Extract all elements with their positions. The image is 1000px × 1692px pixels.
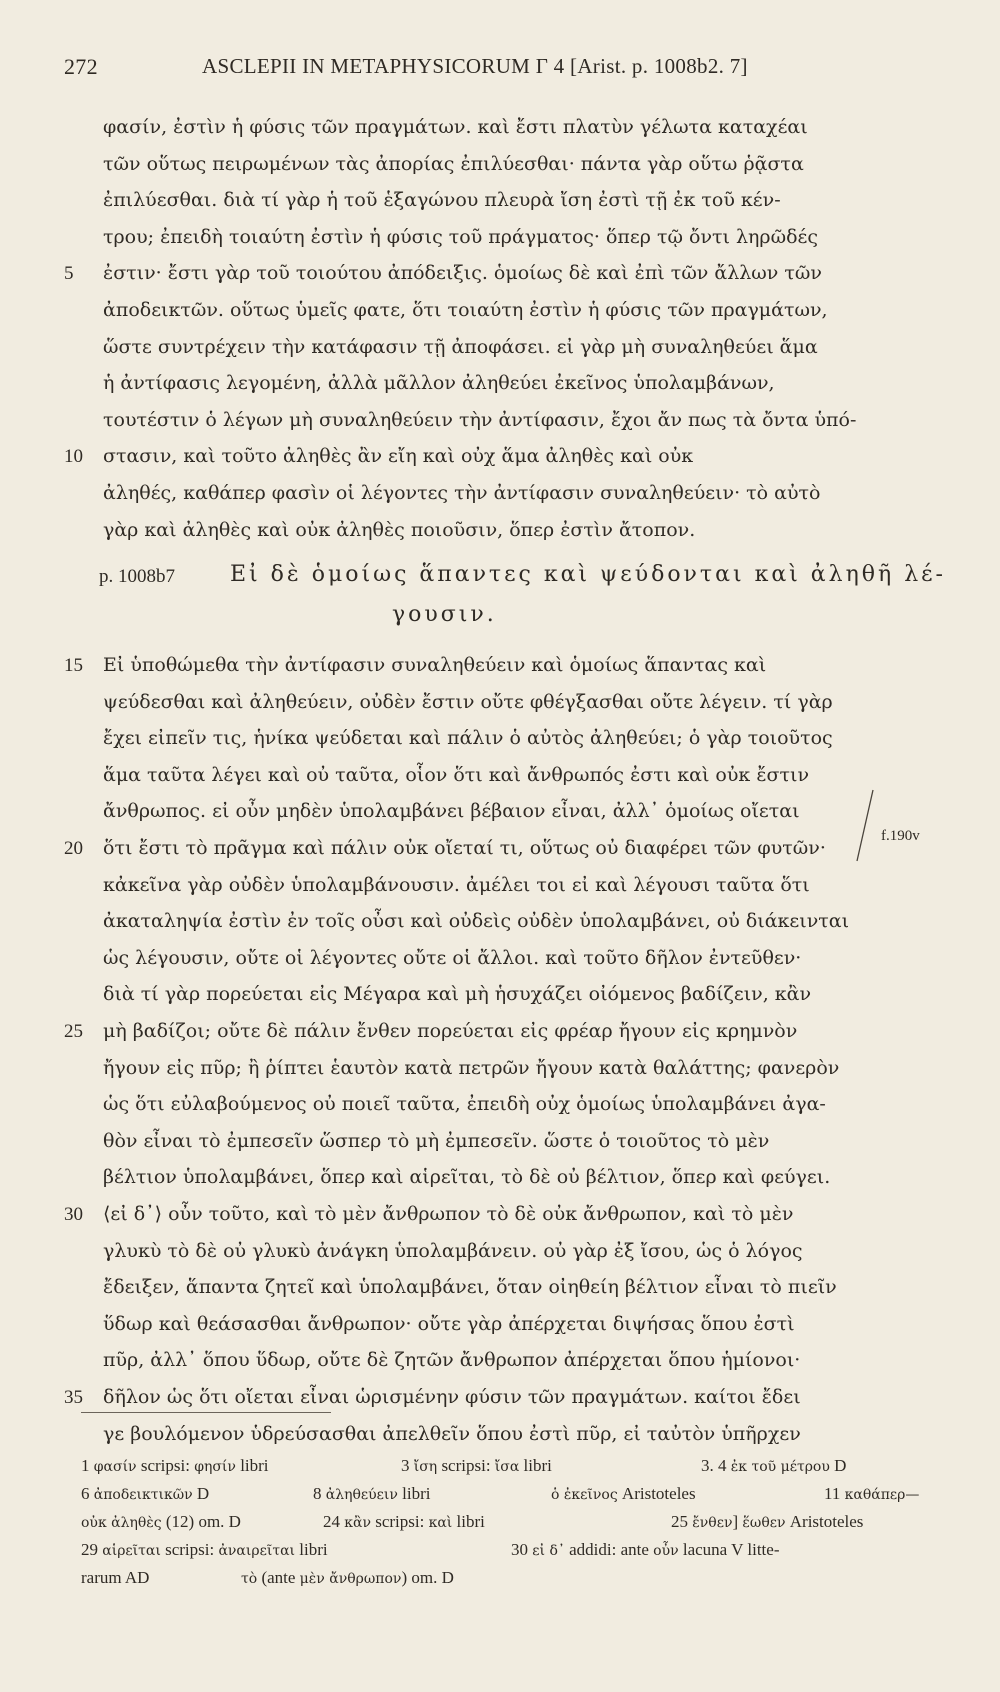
footnote-entry	[81, 1485, 209, 1502]
footnote-latin-text: 3	[401, 1456, 414, 1475]
text-line: ὕδωρ καὶ θεάσασθαι ἄνθρωπον· οὔτε γὰρ ἀπέρχεται διψήσας ὅπου ἐστὶ	[103, 1312, 795, 1335]
text-line: ἀκαταληψία ἐστὶν ἐν τοῖς οὖσι καὶ οὐδεὶς οὐδὲν ὑπολαμβάνει, οὐ διάκεινται	[103, 910, 850, 933]
footnote-latin-text: 24	[323, 1512, 345, 1531]
footnote-greek-text: τὸ	[241, 1571, 258, 1587]
footnote-entry	[701, 1457, 846, 1474]
lemma-reference: p. 1008b7	[99, 566, 175, 587]
line-number: 15	[64, 655, 83, 676]
text-line: ἄνθρωπος. εἰ οὖν μηδὲν ὑπολαμβάνει βέβαιον εἶναι, ἀλλ᾽ ὁμοίως οἴεται	[103, 800, 800, 823]
text-line: στασιν, καὶ τοῦτο ἀληθὲς ἂν εἴη καὶ οὐχ ἅμα ἀληθὲς καὶ οὐκ	[103, 445, 694, 468]
footnote-entry	[401, 1457, 552, 1474]
footnote-greek-text: καὶ	[428, 1515, 453, 1531]
text-line: ὡς λέγουσιν, οὔτε οἱ λέγοντες οὔτε οἱ ἄλλοι. καὶ τοῦτο δῆλον ἐντεῦθεν·	[103, 946, 802, 969]
text-line: πῦρ, ἀλλ᾽ ὅπου ὕδωρ, οὔτε δὲ ζητῶν ἄνθρωπον ἀπέρχεται ὅπου ἡμίονοι·	[103, 1349, 801, 1372]
text-line: βέλτιον ὑπολαμβάνει, ὅπερ καὶ αἱρεῖται, τὸ δὲ οὐ βέλτιον, ὅπερ καὶ φεύγει.	[103, 1166, 831, 1189]
footnote-latin-text: scripsi:	[370, 1512, 429, 1531]
footnote-greek-text: ἀληθεύειν	[325, 1487, 398, 1503]
footnote-latin-text: 11	[824, 1484, 845, 1503]
footnote-entry	[323, 1513, 485, 1530]
text-line: ἔχει εἰπεῖν τις, ἡνίκα ψεύδεται καὶ πάλιν ὁ αὐτὸς ἀληθεύει; ὁ γὰρ τοιοῦτος	[103, 727, 833, 750]
line-number: 30	[64, 1204, 83, 1225]
text-line: ὥστε συντρέχειν τὴν κατάφασιν τῇ ἀποφάσει. εἰ γὰρ μὴ συναληθεύει ἅμα	[103, 335, 818, 358]
footnote-greek-text: φασίν	[93, 1459, 137, 1475]
text-line: ἐπιλύεσθαι. διὰ τί γὰρ ἡ τοῦ ἑξαγώνου πλευρὰ ἴση ἐστὶ τῇ ἐκ τοῦ κέν-	[103, 189, 781, 212]
text-line: τουτέστιν ὁ λέγων μὴ συναληθεύειν τὴν ἀντίφασιν, ἔχοι ἄν πως τὰ ὄντα ὑπό-	[103, 408, 857, 431]
text-line: ὡς ὅτι εὐλαβούμενος οὐ ποιεῖ ταῦτα, ἐπειδὴ οὐχ ὁμοίως ὑπολαμβάνει ἀγα-	[103, 1093, 826, 1116]
line-number: 10	[64, 446, 83, 468]
footnote-greek-text: ἕωθεν	[742, 1515, 786, 1531]
text-line: διὰ τί γὰρ πορεύεται εἰς Μέγαρα καὶ μὴ ἡσυχάζει οἰόμενος βαδίζειν, κἂν	[103, 983, 812, 1006]
footnote-greek-text: ἔνθεν	[692, 1515, 733, 1531]
text-line: δῆλον ὡς ὅτι οἴεται εἶναι ὡρισμένην φύσιν τῶν πραγμάτων. καίτοι ἔδει	[103, 1386, 801, 1408]
line-number: 5	[64, 263, 74, 285]
footnote-greek-text: αἱρεῖται	[102, 1543, 161, 1559]
footnote-greek-text: ἀποδεικτικῶν	[93, 1487, 193, 1503]
footnote-latin-text: Aristoteles	[617, 1484, 696, 1503]
line-number: 35	[64, 1387, 83, 1408]
text-line: τῶν οὕτως πειρωμένων τὰς ἀπορίας ἐπιλύεσθαι· πάντα γὰρ οὕτω ῥᾷστα	[103, 152, 804, 175]
text-line: ἅμα ταῦτα λέγει καὶ οὐ ταῦτα, οἷον ὅτι καὶ ἄνθρωπός ἐστι καὶ οὐκ ἔστιν	[103, 763, 810, 786]
footnote-entry	[241, 1569, 454, 1586]
text-line: φασίν, ἐστὶν ἡ φύσις τῶν πραγμάτων. καὶ ἔστι πλατὺν γέλωτα καταχέαι	[103, 116, 808, 138]
footnote-entry	[511, 1541, 779, 1558]
lemma-line-2: γουσιν.	[392, 602, 497, 627]
footnote-latin-text: D	[192, 1484, 210, 1503]
text-line: Εἰ ὑποθώμεθα τὴν ἀντίφασιν συναληθεύειν καὶ ὁμοίως ἅπαντας καὶ	[103, 654, 767, 676]
footnote-latin-text: 1	[81, 1456, 94, 1475]
footnote-latin-text: 3. 4	[701, 1456, 731, 1475]
footnote-latin-text: scripsi:	[160, 1540, 219, 1559]
footnote-latin-text: scripsi:	[136, 1456, 195, 1475]
text-line: ἤγουν εἰς πῦρ; ἢ ῥίπτει ἑαυτὸν κατὰ πετρῶν ἤγουν κατὰ θαλάττης; φανερὸν	[103, 1056, 840, 1079]
text-line: γλυκὺ τὸ δὲ οὐ γλυκὺ ἀνάγκη ὑπολαμβάνειν. οὐ γὰρ ἐξ ἴσου, ὡς ὁ λόγος	[103, 1239, 803, 1262]
footnote-latin-text: libri	[397, 1484, 431, 1503]
footnote-latin-text: scripsi:	[437, 1456, 495, 1475]
text-line: κἀκεῖνα γὰρ οὐδὲν ὑπολαμβάνουσιν. ἀμέλει τοι εἰ καὶ λέγουσι ταῦτα ὅτι	[103, 873, 810, 896]
text-line: μὴ βαδίζοι; οὔτε δὲ πάλιν ἔνθεν πορεύεται εἰς φρέαρ ἤγουν εἰς κρημνὸν	[103, 1020, 798, 1042]
footnote-entry	[81, 1457, 269, 1474]
footnote-latin-text: (12) om. D	[161, 1512, 241, 1531]
footnote-latin-text: addidi: ante	[564, 1540, 654, 1559]
page-number: 272	[64, 54, 98, 79]
footnote-greek-text: μὲν ἄνθρωπον	[299, 1571, 402, 1587]
footnote-latin-text: libri	[235, 1456, 269, 1475]
footnote-greek-text: ὁ ἐκεῖνος	[551, 1487, 618, 1503]
footnote-entry	[313, 1485, 431, 1502]
footnote-entry	[81, 1541, 328, 1558]
text-line: ὅτι ἔστι τὸ πρᾶγμα καὶ πάλιν οὐκ οἴεταί τι, οὕτως οὐ διαφέρει τῶν φυτῶν·	[103, 837, 826, 859]
text-line: γὰρ καὶ ἀληθὲς καὶ οὐκ ἀληθὲς ποιοῦσιν, ὅπερ ἐστὶν ἄτοπον.	[103, 518, 696, 541]
footnote-latin-text: rarum AD	[81, 1568, 150, 1587]
text-line: ψεύδεσθαι καὶ ἀληθεύειν, οὐδὲν ἔστιν οὔτε φθέγξασθαι οὔτε λέγειν. τί γὰρ	[103, 690, 833, 713]
footnote-greek-text: εἰ δ᾽	[532, 1543, 565, 1559]
footnote-latin-text: libri	[295, 1540, 328, 1559]
footnote-latin-text: ]	[732, 1512, 743, 1531]
footnote-latin-text: D	[829, 1456, 847, 1475]
footnote-entry	[81, 1569, 149, 1586]
line-number: 25	[64, 1021, 83, 1042]
footnote-latin-text: libri	[519, 1456, 552, 1475]
text-line: ἐστιν· ἔστι γὰρ τοῦ τοιούτου ἀπόδειξις. ὁμοίως δὲ καὶ ἐπὶ τῶν ἄλλων τῶν	[103, 262, 822, 285]
footnote-greek-text: ἐκ τοῦ μέτρου	[730, 1459, 830, 1475]
footnote-entry	[81, 1513, 241, 1530]
footnote-rule	[81, 1412, 331, 1413]
text-line: ἡ ἀντίφασις λεγομένη, ἀλλὰ μᾶλλον ἀληθεύει ἐκεῖνος ὑπολαμβάνων,	[103, 372, 775, 395]
footnote-greek-text: κἂν	[344, 1515, 371, 1531]
footnote-greek-text: φησίν	[194, 1459, 236, 1475]
lemma-line-1: Εἰ δὲ ὁμοίως ἅπαντες καὶ ψεύδονται καὶ ἀληθῆ λέ-	[230, 562, 946, 587]
footnote-entry	[551, 1485, 696, 1502]
line-number: 20	[64, 838, 83, 859]
footnote-latin-text: 8	[313, 1484, 326, 1503]
footnote-latin-text: (ante	[257, 1568, 300, 1587]
text-line: τρου; ἐπειδὴ τοιαύτη ἐστὶν ἡ φύσις τοῦ πράγματος· ὅπερ τῷ ὄντι ληρῶδές	[103, 225, 819, 248]
footnote-greek-text: ἴσα	[494, 1459, 520, 1475]
footnote-greek-text: οὖν	[653, 1543, 679, 1559]
footnote-latin-text: libri	[452, 1512, 485, 1531]
footnote-greek-text: ἀναιρεῖται	[218, 1543, 296, 1559]
footnote-latin-text: 29	[81, 1540, 103, 1559]
footnote-greek-text: καθάπερ—	[844, 1487, 920, 1503]
footnote-latin-text: Aristoteles	[785, 1512, 864, 1531]
folio-marker: f.190v	[881, 828, 920, 844]
text-line: ἔδειξεν, ἅπαντα ζητεῖ καὶ ὑπολαμβάνει, ὅταν οἰηθείη βέλτιον εἶναι τὸ πιεῖν	[103, 1276, 837, 1299]
text-line: γε βουλόμενον ὑδρεύσασθαι ἀπελθεῖν ὅπου ἐστὶ πῦρ, εἰ ταὐτὸν ὑπῆρχεν	[103, 1422, 801, 1445]
footnote-latin-text: 6	[81, 1484, 94, 1503]
text-line: θὸν εἶναι τὸ ἐμπεσεῖν ὥσπερ τὸ μὴ ἐμπεσεῖν. ὥστε ὁ τοιοῦτος τὸ μὲν	[103, 1129, 770, 1152]
footnote-latin-text: ) om. D	[401, 1568, 454, 1587]
footnote-latin-text: lacuna V litte-	[678, 1540, 780, 1559]
text-line: ⟨εἰ δ᾽⟩ οὖν τοῦτο, καὶ τὸ μὲν ἄνθρωπον τὸ δὲ οὐκ ἄνθρωπον, καὶ τὸ μὲν	[103, 1203, 794, 1225]
footnote-greek-text: ἴση	[413, 1459, 438, 1475]
text-line: ἀληθές, καθάπερ φασὶν οἱ λέγοντες τὴν ἀντίφασιν συναληθεύειν· τὸ αὐτὸ	[103, 482, 821, 504]
footnote-entry	[824, 1485, 919, 1502]
running-title: ASCLEPII IN METAPHYSICORUM Γ 4 [Arist. p. 1008b2. 7]	[202, 54, 748, 78]
text-line: ἀποδεικτῶν. οὕτως ὑμεῖς φατε, ὅτι τοιαύτη ἐστὶν ἡ φύσις τῶν πραγμάτων,	[103, 299, 828, 321]
footnote-latin-text: 25	[671, 1512, 693, 1531]
footnote-latin-text: 30	[511, 1540, 533, 1559]
footnote-entry	[671, 1513, 863, 1530]
footnote-greek-text: οὐκ ἀληθὲς	[81, 1515, 162, 1531]
